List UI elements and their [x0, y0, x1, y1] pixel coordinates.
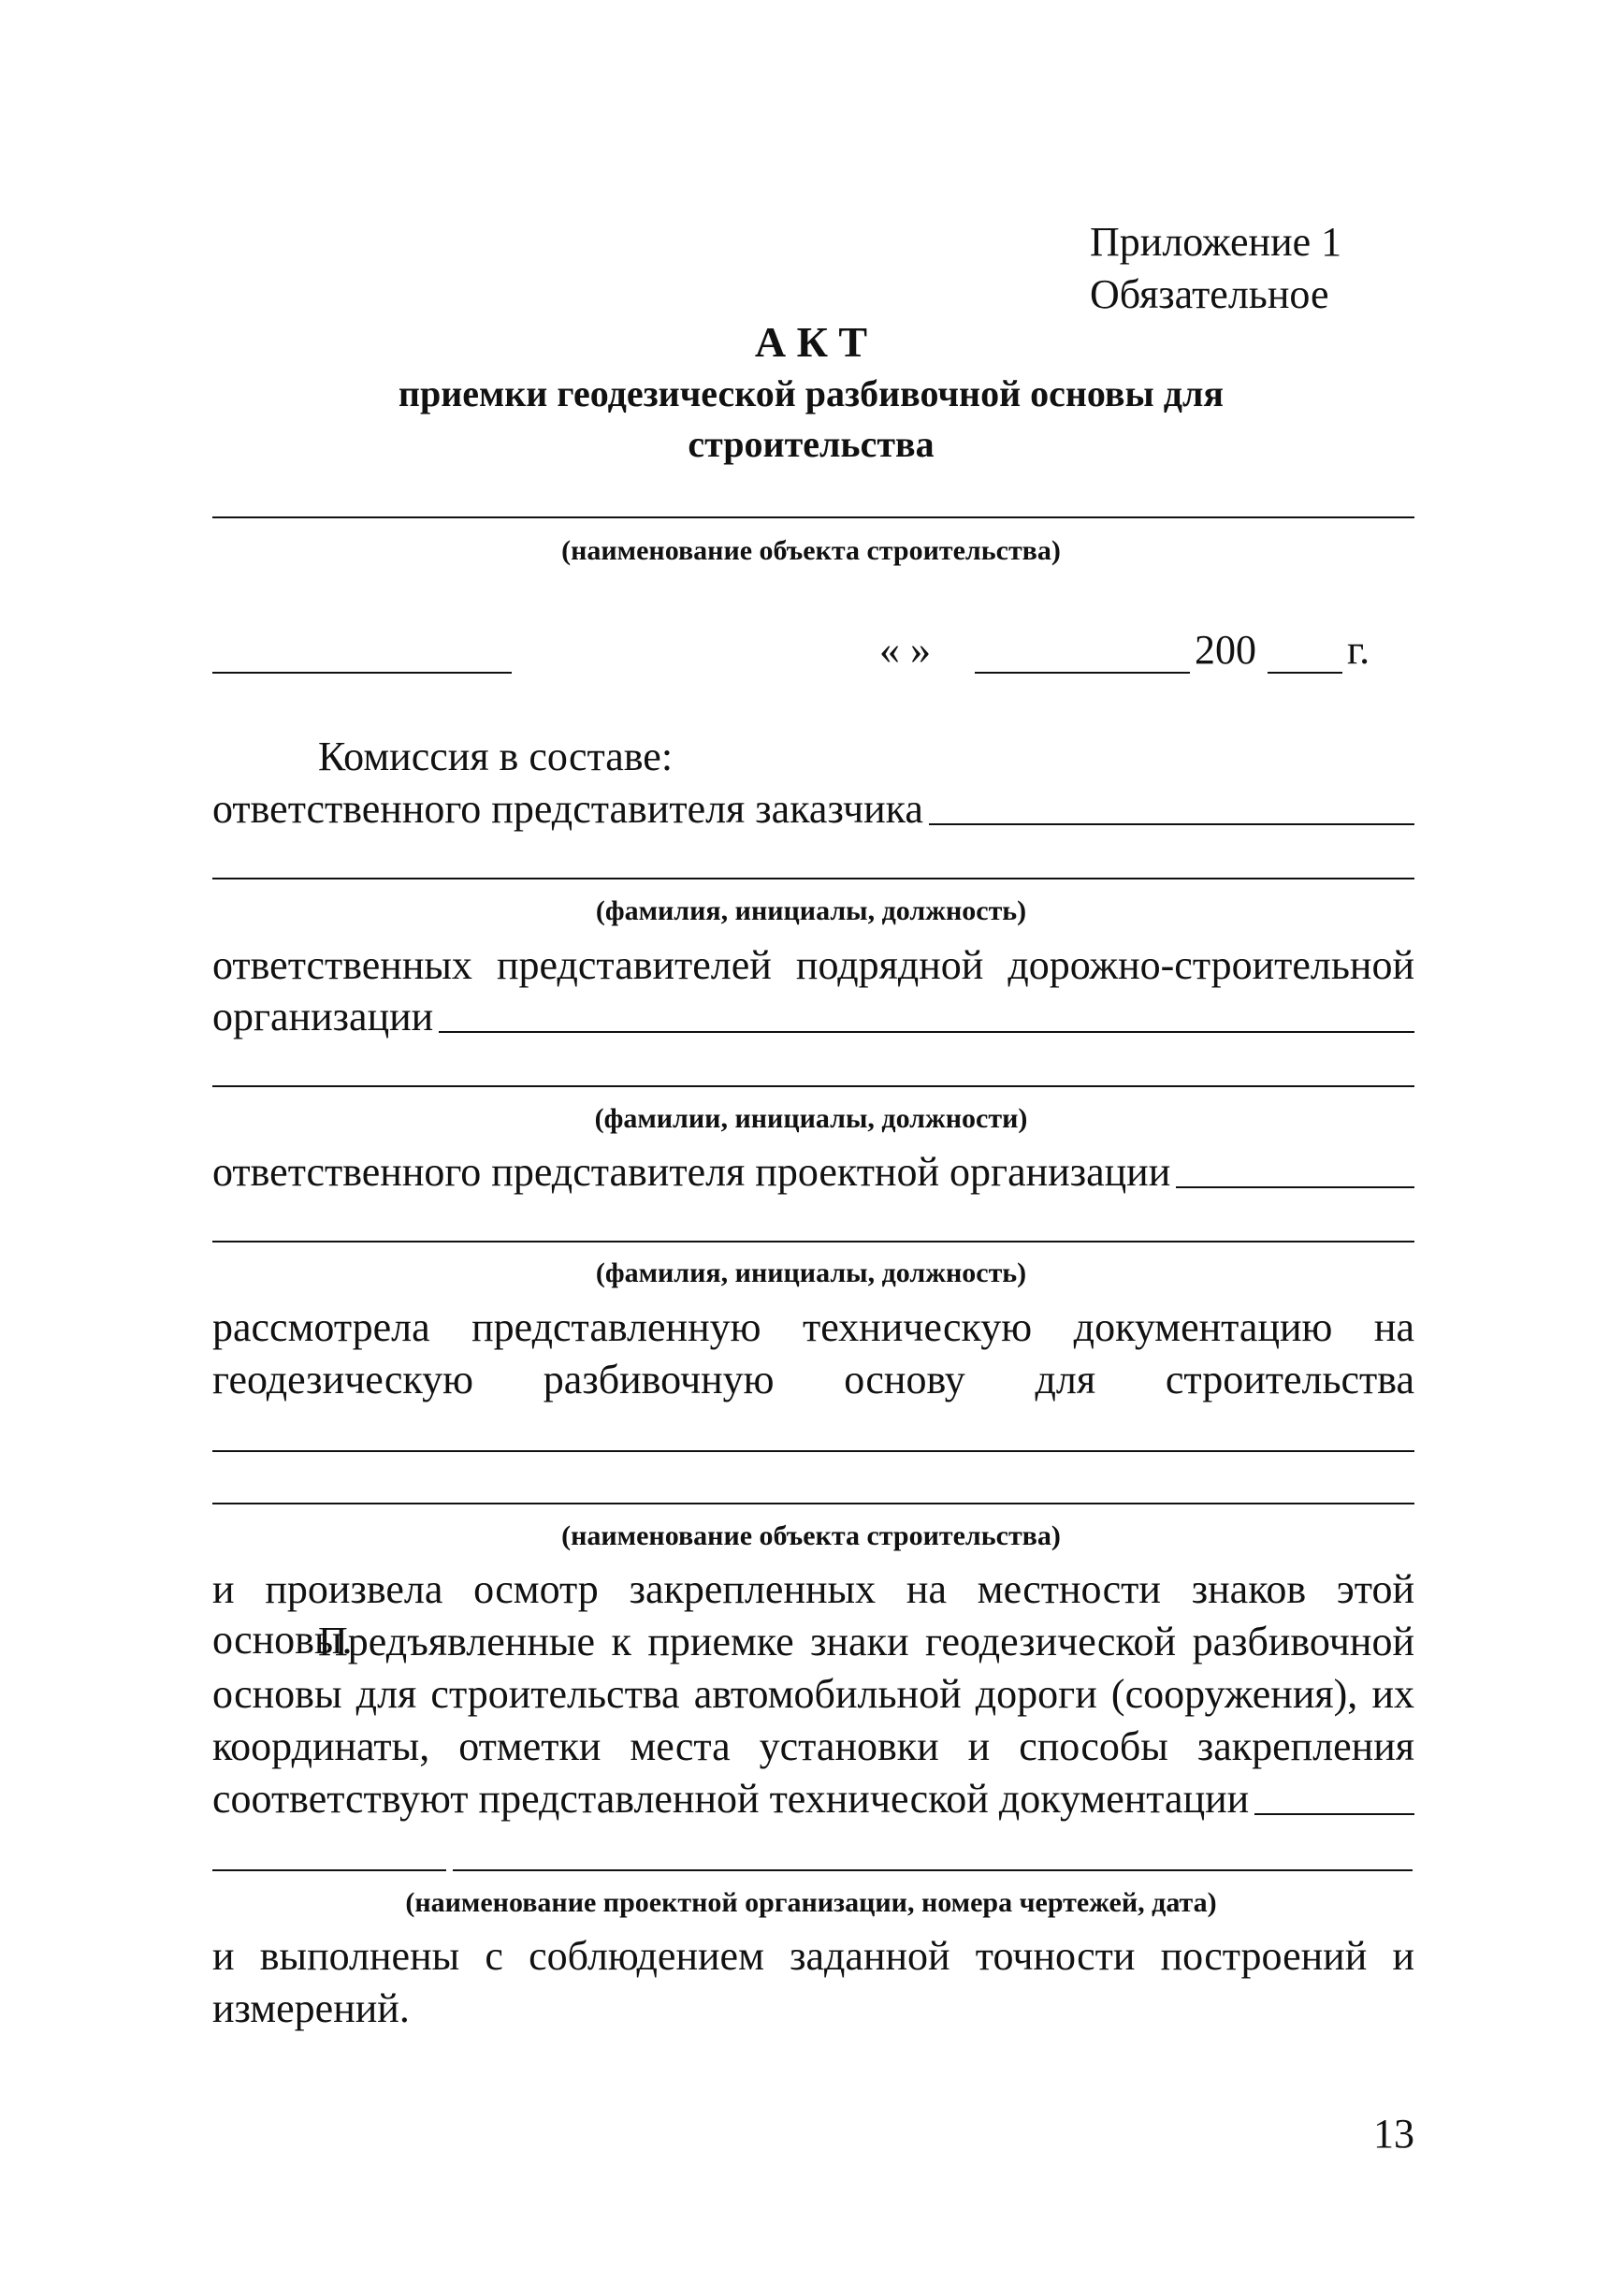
- date-quotes: « »: [879, 627, 931, 673]
- design-rep-row: [212, 1147, 1414, 1198]
- presented-line-4: соответствуют представленной технической документации: [212, 1776, 1250, 1822]
- design-org-line-a: [212, 1869, 446, 1871]
- presented-line-3: координаты, отметки места установки и способы закрепления: [212, 1723, 1414, 1769]
- appendix-label: Приложение 1: [1090, 219, 1342, 265]
- accuracy-line-2: измерений.: [212, 1985, 410, 2031]
- customer-rep-label: ответственного представителя заказчика: [212, 786, 923, 832]
- presented-line-1: Предъявленные к приемке знаки геодезической разбивочной: [318, 1619, 1414, 1664]
- presented-line-4-row: [212, 1774, 1414, 1824]
- inspected-line: и произвела осмотр закрепленных на местности знаков этой основы.: [212, 1566, 1414, 1663]
- design-org-caption: (наименование проектной организации, номера чертежей, дата): [405, 1887, 1217, 1918]
- object-name-line: [212, 516, 1414, 518]
- date-month-line: [975, 672, 1190, 674]
- presented-fill-line: [1254, 1813, 1414, 1815]
- customer-rep-line: [212, 878, 1414, 879]
- document-subtitle-line-2: строительства: [688, 423, 935, 465]
- document-title: А К Т: [754, 318, 868, 366]
- contractor-rep-caption: (фамилии, инициалы, должности): [594, 1103, 1028, 1134]
- design-rep-line: [212, 1241, 1414, 1242]
- design-org-line-b: [453, 1869, 1413, 1871]
- object-name-line-2b: [212, 1503, 1414, 1504]
- customer-rep-fill-line: [929, 823, 1414, 825]
- date-year-prefix: 200: [1195, 627, 1256, 673]
- object-name-line-2a: [212, 1450, 1414, 1452]
- reviewed-line-2: геодезическую разбивочную основу для строительства: [212, 1357, 1414, 1402]
- date-year-line: [1268, 672, 1342, 674]
- object-name-caption-2: (наименование объекта строительства): [561, 1520, 1061, 1551]
- object-name-caption: (наименование объекта строительства): [561, 535, 1061, 566]
- design-rep-caption: (фамилия, инициалы, должность): [595, 1257, 1027, 1288]
- reviewed-line-1: рассмотрела представленную техническую документацию на: [212, 1304, 1414, 1350]
- customer-rep-row: [212, 784, 1414, 835]
- contractor-rep-line: [212, 1085, 1414, 1087]
- contractor-org-label: организации: [212, 994, 434, 1039]
- contractor-org-fill-line: [439, 1031, 1414, 1033]
- page-number: 13: [1373, 2111, 1414, 2157]
- design-rep-fill-line: [1176, 1186, 1414, 1188]
- contractor-rep-label: ответственных представителей подрядной дорожно-строительной: [212, 942, 1414, 988]
- design-rep-label: ответственного представителя проектной организации: [212, 1149, 1171, 1195]
- customer-rep-caption: (фамилия, инициалы, должность): [595, 895, 1027, 926]
- document-subtitle-line-1: приемки геодезической разбивочной основы для: [398, 372, 1225, 414]
- presented-line-2: основы для строительства автомобильной дороги (сооружения), их: [212, 1671, 1414, 1717]
- accuracy-line-1: и выполнены с соблюдением заданной точности построений и: [212, 1933, 1414, 1979]
- appendix-status: Обязательное: [1090, 271, 1329, 317]
- date-year-suffix: г.: [1347, 627, 1370, 673]
- commission-heading: Комиссия в составе:: [318, 734, 674, 779]
- contractor-org-row: [212, 992, 1414, 1042]
- place-line: [212, 672, 512, 674]
